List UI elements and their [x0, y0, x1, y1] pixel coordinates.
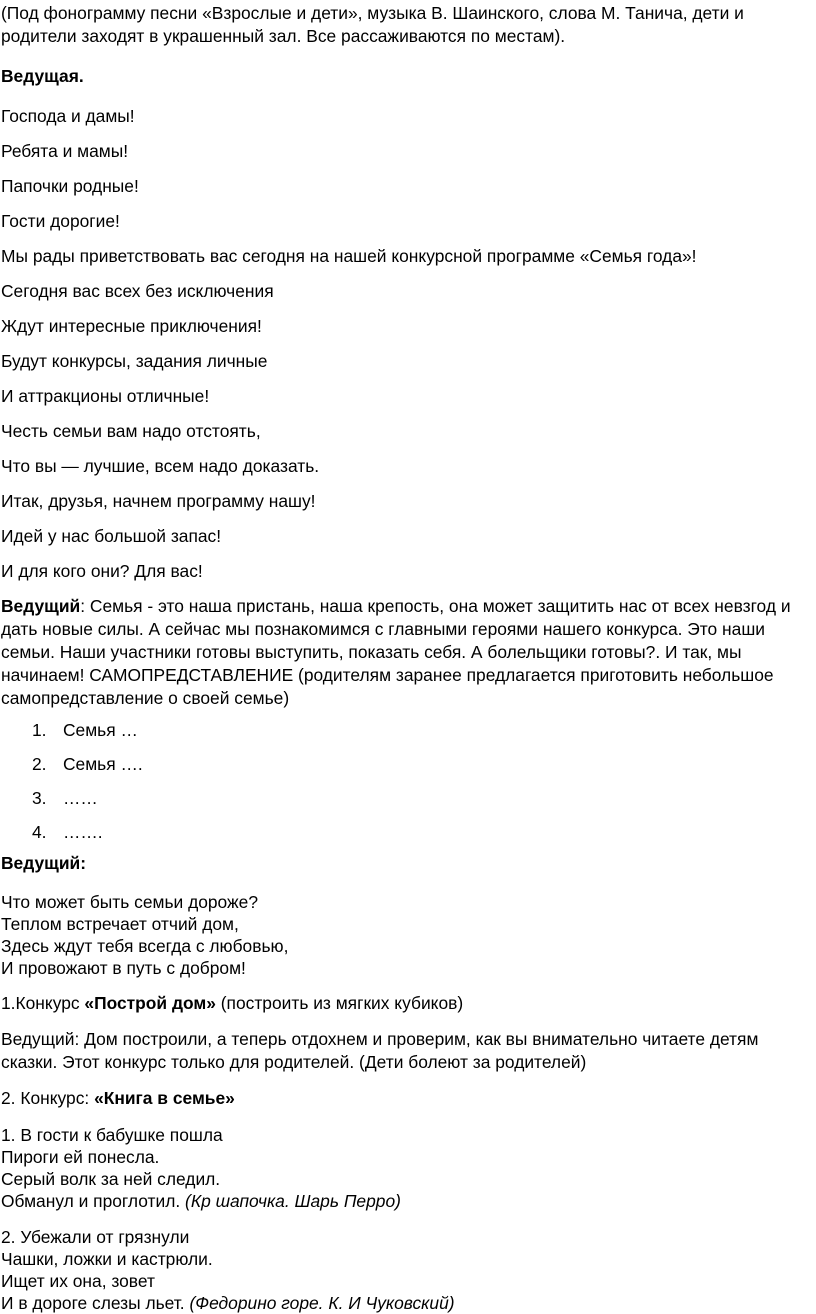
- list-item-text: Семья …: [63, 720, 138, 740]
- poem-line: Что может быть семьи дороже?: [1, 892, 259, 912]
- riddle-line: Чашки, ложки и кастрюли.: [1, 1249, 213, 1269]
- list-item-text: ……: [63, 788, 98, 808]
- document-page: [0, 2, 816, 1314]
- host1-line: Итак, друзья, начнем программу нашу!: [1, 491, 316, 511]
- list-item-text: …….: [63, 822, 103, 842]
- host2-label: Ведущий: [1, 596, 81, 616]
- host1-line: Господа и дамы!: [1, 106, 135, 126]
- poem-line: Здесь ждут тебя всегда с любовью,: [1, 936, 289, 956]
- list-item-number: 4.: [32, 822, 47, 842]
- host1-line: Будут конкурсы, задания личные: [1, 351, 268, 371]
- host2-paragraph: [1, 595, 816, 710]
- intro-paragraph: (Под фонограмму песни «Взрослые и дети», музыка В. Шаинского, слова М. Танича, дети и родители заходят в украшенный зал. Все рассаживаются по местам).: [1, 3, 744, 46]
- riddle-line: [1, 1190, 816, 1212]
- host1-line: Сегодня вас всех без исключения: [1, 281, 274, 301]
- list-item-number: 2.: [32, 754, 47, 774]
- riddle-line: [1, 1292, 816, 1314]
- riddle-line: Серый волк за ней следил.: [1, 1169, 221, 1189]
- riddle-line: 2. Убежали от грязнули: [1, 1227, 190, 1247]
- riddle-answer: (Кр шапочка. Шарь Перро): [185, 1191, 401, 1211]
- riddle-1: [1, 1124, 816, 1212]
- list-item-number: 3.: [32, 788, 47, 808]
- host1-line: Мы рады приветствовать вас сегодня на нашей конкурсной программе «Семья года»!: [1, 246, 697, 266]
- contest2-heading: [1, 1087, 816, 1110]
- list-item-number: 1.: [32, 720, 47, 740]
- host1-line: Что вы — лучшие, всем надо доказать.: [1, 456, 320, 476]
- contest1-suffix: (построить из мягких кубиков): [215, 993, 464, 1013]
- host3-label: Ведущий:: [1, 853, 87, 873]
- host1-label: Ведущая.: [1, 66, 84, 86]
- riddle-answer: (Федорино горе. К. И Чуковский): [189, 1293, 455, 1313]
- host1-line: И аттракционы отличные!: [1, 386, 210, 406]
- host3-poem: [1, 891, 816, 979]
- contest2-title: «Книга в семье»: [94, 1088, 235, 1108]
- riddle-line: Пироги ей понесла.: [1, 1147, 160, 1167]
- host1-line: Ребята и мамы!: [1, 141, 129, 161]
- list-item: [1, 719, 816, 742]
- host1-line: Папочки родные!: [1, 176, 139, 196]
- contest2-prefix: 2. Конкурс:: [1, 1088, 95, 1108]
- riddle-last-line: И в дороге слезы льет.: [1, 1293, 190, 1313]
- host1-line: И для кого они? Для вас!: [1, 561, 203, 581]
- host2-text: : Семья - это наша пристань, наша крепость, она может защитить нас от всех невзгод и дать новые силы. А сейчас мы познакомимся с главными героями нашего конкурса. Это наши семьи. Наши участники готовы выступить, показать себя. А болельщики готовы?. И так, мы начинаем! САМОПРЕДСТАВЛЕНИЕ (родителям заранее предлагается приготовить небольшое самопредставление о своей семье): [1, 596, 791, 708]
- host1-line: Идей у нас большой запас!: [1, 526, 222, 546]
- list-item: [1, 753, 816, 776]
- poem-line: Теплом встречает отчий дом,: [1, 914, 239, 934]
- host4-paragraph: Ведущий: Дом построили, а теперь отдохнем и проверим, как вы внимательно читаете детям сказки. Этот конкурс только для родителей. (Дети болеют за родителей): [1, 1029, 759, 1072]
- riddle-2: [1, 1226, 816, 1314]
- host1-line: Ждут интересные приключения!: [1, 316, 262, 336]
- riddle-last-line: Обманул и проглотил.: [1, 1191, 186, 1211]
- contest1-title: «Построй дом»: [84, 993, 216, 1013]
- host1-line: Гости дорогие!: [1, 211, 120, 231]
- contest1-prefix: 1.Конкурс: [1, 993, 85, 1013]
- host1-line: Честь семьи вам надо отстоять,: [1, 421, 261, 441]
- family-list: [1, 719, 816, 844]
- riddle-line: 1. В гости к бабушке пошла: [1, 1125, 223, 1145]
- riddle-line: Ищет их она, зовет: [1, 1271, 155, 1291]
- contest1-heading: [1, 992, 816, 1015]
- list-item: [1, 787, 816, 810]
- list-item: [1, 821, 816, 844]
- list-item-text: Семья ….: [63, 754, 143, 774]
- poem-line: И провожают в путь с добром!: [1, 958, 246, 978]
